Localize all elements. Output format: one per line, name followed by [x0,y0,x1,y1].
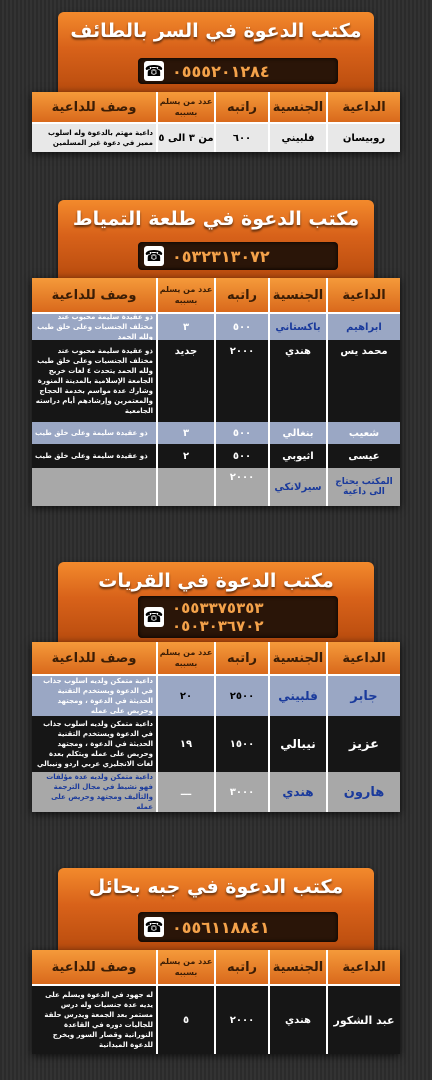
table-row [32,314,400,340]
preacher-description: ذو عقيدة سليمة محبوب عند مختلف الجنسيات وعلى خلق طيب ولله الحمد [32,314,156,340]
preacher-name: ابراهيم [326,314,400,340]
preacher-name: شعيب [326,422,400,444]
preacher-converts: ١٩ [156,716,214,772]
office-header [58,562,374,642]
table-header-row [32,278,400,314]
col-name: الداعية [326,950,400,986]
preacher-salary: ٢٠٠٠ [214,986,268,1054]
table-row [32,468,400,506]
preacher-salary: ٥٠٠ [214,444,268,468]
preacher-converts [156,468,214,506]
preacher-description: داعية متمكن ولديه عدة مؤلفات فهو نشيط في مجال الترجمة والتأليف ومجتهد وحريص على عمله [32,772,156,812]
col-description: وصف للداعية [32,950,156,986]
preacher-description: ذو عقيدة سليمة وعلى خلق طيب [32,444,156,468]
table-header-row [32,950,400,986]
preacher-converts: ـــ [156,772,214,812]
phone-box[interactable] [138,596,338,638]
phone-number[interactable]: ٠٥٠٣٠٣٦٧٠٢ [172,617,264,635]
preacher-name: محمد يس [326,340,400,422]
preacher-nationality: نيبالي [268,716,326,772]
phone-number[interactable]: ٠٥٥٥٢٠١٢٨٤ [172,61,270,81]
preachers-table [32,278,400,506]
preacher-nationality: اثيوبي [268,444,326,468]
preachers-table [32,92,400,152]
preacher-description: ذو عقيدة سليمة محبوب عند مختلف الجنسيات وعلى خلق طيب ولله الحمد يتحدث ٤ لغات خريج الجامعة الإسلامية بالمدينة المنورة وشارك عدة مواسم بخدمة الحجاج والمعتمرين وإرشادهم أيام دراسته الجامعية [32,340,156,422]
office-title: مكتب الدعوة في القريات [98,570,334,592]
col-converts: عدد من يسلم بسببه [156,642,214,676]
preacher-nationality: هندي [268,340,326,422]
col-converts: عدد من يسلم بسببه [156,950,214,986]
col-salary: راتبه [214,278,268,314]
table-row [32,676,400,716]
preacher-description: داعية متمكن ولديه اسلوب جذاب في الدعوة ويستخدم التقنية الحديثة في الدعوة ، ومجتهد وحريص على عمله [32,676,156,716]
preacher-converts: ٣ [156,422,214,444]
preacher-nationality: هندي [268,772,326,812]
col-nationality: الجنسية [268,92,326,124]
preacher-converts: ٢ [156,444,214,468]
preacher-converts: ٢٠ [156,676,214,716]
preacher-salary: ٥٠٠ [214,422,268,444]
col-description: وصف للداعية [32,92,156,124]
col-description: وصف للداعية [32,642,156,676]
preacher-nationality: هندي [268,986,326,1054]
preachers-table [32,950,400,1054]
col-description: وصف للداعية [32,278,156,314]
phone-box[interactable] [138,912,338,942]
phone-icon: ☎ [144,608,164,626]
phone-number[interactable]: ٠٥٣٢٣١٣٠٧٢ [172,246,270,266]
col-nationality: الجنسية [268,278,326,314]
preacher-salary: ٦٠٠ [214,124,268,152]
preacher-description: داعية مهتم بالدعوة وله اسلوب مميز في دعوة غير المسلمين [32,124,156,152]
col-name: الداعية [326,642,400,676]
col-salary: راتبه [214,92,268,124]
preacher-nationality: فلبيني [268,124,326,152]
preacher-description: داعية متمكن ولديه اسلوب جذاب في الدعوة ويستخدم التقنية الحديثة في الدعوة ، ومجتهد وحريص على عمله ويتكلم بعدة لغات الانجليزي عربي اردو ونيبالي [32,716,156,772]
phone-icon: ☎ [144,918,164,936]
table-row [32,444,400,468]
preacher-description [32,468,156,506]
preacher-nationality: سيرلانكي [268,468,326,506]
preacher-salary: ٢٠٠٠ [214,468,268,506]
table-row [32,422,400,444]
office-title: مكتب الدعوة في طلعة التمياط [72,208,360,230]
office-header [58,200,374,278]
phone-box[interactable] [138,58,338,84]
col-nationality: الجنسية [268,950,326,986]
preacher-salary: ٥٠٠ [214,314,268,340]
office-header [58,868,374,950]
phone-number[interactable]: ٠٥٥٦١١٨٨٤١ [172,917,270,937]
col-name: الداعية [326,278,400,314]
preacher-name: عيسى [326,444,400,468]
table-header-row [32,92,400,124]
phone-number[interactable]: ٠٥٥٣٣٧٥٣٥٣ [172,599,264,617]
preacher-name: روبيسان [326,124,400,152]
preacher-salary: ٢٥٠٠ [214,676,268,716]
table-header-row [32,642,400,676]
preacher-salary: ٢٠٠٠ [214,340,268,422]
preacher-salary: ١٥٠٠ [214,716,268,772]
preacher-converts: ٥ [156,986,214,1054]
phone-icon: ☎ [144,62,164,80]
office-title: مكتب الدعوة في جبه بحائل [88,876,344,898]
preacher-converts: ٣ [156,314,214,340]
col-converts: عدد من يسلم بسببه [156,92,214,124]
phone-box[interactable] [138,242,338,270]
table-row [32,124,400,152]
preacher-description: له جهود في الدعوة ويسلم على يديه عدة جنسيات وله درس مستمر بعد الجمعة ويدرس حلقة للجاليات دوره في القاعدة النورانية وقصار السور ويخرج للدعوة الميدانية [32,986,156,1054]
preacher-name: هارون [326,772,400,812]
col-salary: راتبه [214,950,268,986]
office-header [58,12,374,92]
col-salary: راتبه [214,642,268,676]
preacher-name: جابر [326,676,400,716]
table-row [32,716,400,772]
preacher-name: عبد الشكور [326,986,400,1054]
col-nationality: الجنسية [268,642,326,676]
office-title: مكتب الدعوة في السر بالطائف [70,20,362,42]
phone-icon: ☎ [144,247,164,265]
preacher-salary: ٣٠٠٠ [214,772,268,812]
preacher-nationality: باكستاني [268,314,326,340]
preacher-nationality: بنغالي [268,422,326,444]
preacher-converts: من ٣ الى ٥ [156,124,214,152]
preacher-name: عزيز [326,716,400,772]
table-row [32,340,400,422]
preacher-nationality: فلبيني [268,676,326,716]
table-row [32,772,400,812]
preacher-converts: جديد [156,340,214,422]
table-row [32,986,400,1054]
col-name: الداعية [326,92,400,124]
col-converts: عدد من يسلم بسببه [156,278,214,314]
preacher-name: المكتب يحتاج الى داعية [326,468,400,506]
preacher-description: ذو عقيدة سليمة وعلى خلق طيب [32,422,156,444]
preachers-table [32,642,400,812]
